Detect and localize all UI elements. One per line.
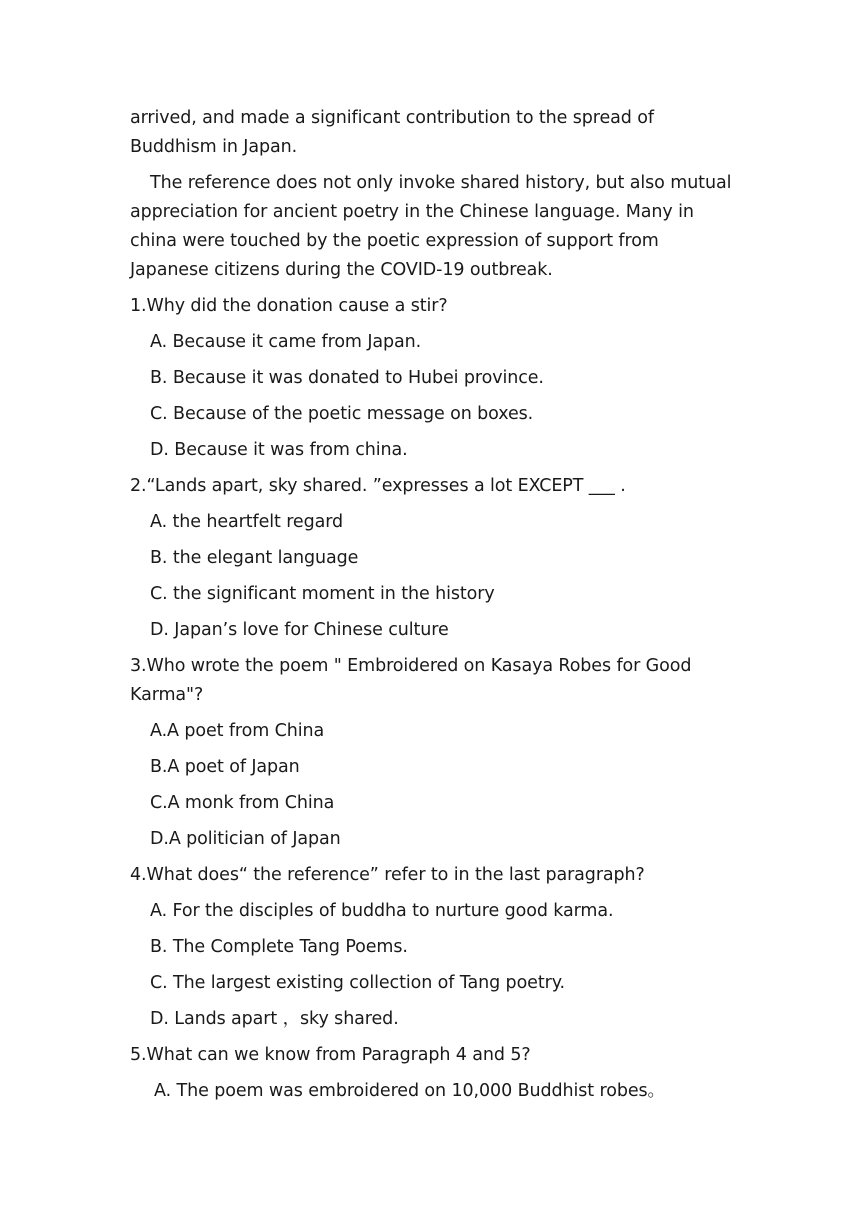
passage-paragraph-tail: arrived, and made a significant contribution to the spread of Buddhism in Japan.: [130, 108, 654, 157]
question-option: A. the heartfelt regard: [150, 512, 344, 532]
question-option: A. For the disciples of buddha to nurture good karma.: [150, 901, 614, 921]
document-page: [130, 104, 740, 1113]
question-option: C.A monk from China: [150, 793, 335, 813]
question-option: A.A poet from China: [150, 721, 325, 741]
question-option: C. the significant moment in the history: [150, 584, 495, 604]
question-option: C. Because of the poetic message on boxes.: [150, 404, 534, 424]
question-option: D. Japan’s love for Chinese culture: [150, 620, 449, 640]
question-stem: 5.What can we know from Paragraph 4 and 5?: [130, 1045, 531, 1065]
question-option: C. The largest existing collection of Tang poetry.: [150, 973, 565, 993]
question-option: D.A politician of Japan: [150, 829, 341, 849]
question-option: B. Because it was donated to Hubei province.: [150, 368, 544, 388]
question-option: B. The Complete Tang Poems.: [150, 937, 408, 957]
passage-paragraph: The reference does not only invoke shared history, but also mutual appreciation for ancient poetry in the Chinese language. Many in china were touched by the poetic expression of support from Japanese citizens during the COVID-19 outbreak.: [130, 173, 732, 280]
question-option: B.A poet of Japan: [150, 757, 300, 777]
question-stem: 4.What does“ the reference” refer to in the last paragraph?: [130, 865, 645, 885]
question-stem: 3.Who wrote the poem " Embroidered on Kasaya Robes for Good Karma"?: [130, 656, 692, 705]
question-option: A. Because it came from Japan.: [150, 332, 422, 352]
question-option: B. the elegant language: [150, 548, 359, 568]
question-option: D. Because it was from china.: [150, 440, 408, 460]
question-stem: 1.Why did the donation cause a stir?: [130, 296, 448, 316]
question-option: D. Lands apart ，sky shared.: [150, 1009, 399, 1029]
question-stem: 2.“Lands apart, sky shared. ”expresses a lot EXCEPT ___ .: [130, 476, 626, 496]
question-option: A. The poem was embroidered on 10,000 Buddhist robes。: [154, 1081, 665, 1101]
